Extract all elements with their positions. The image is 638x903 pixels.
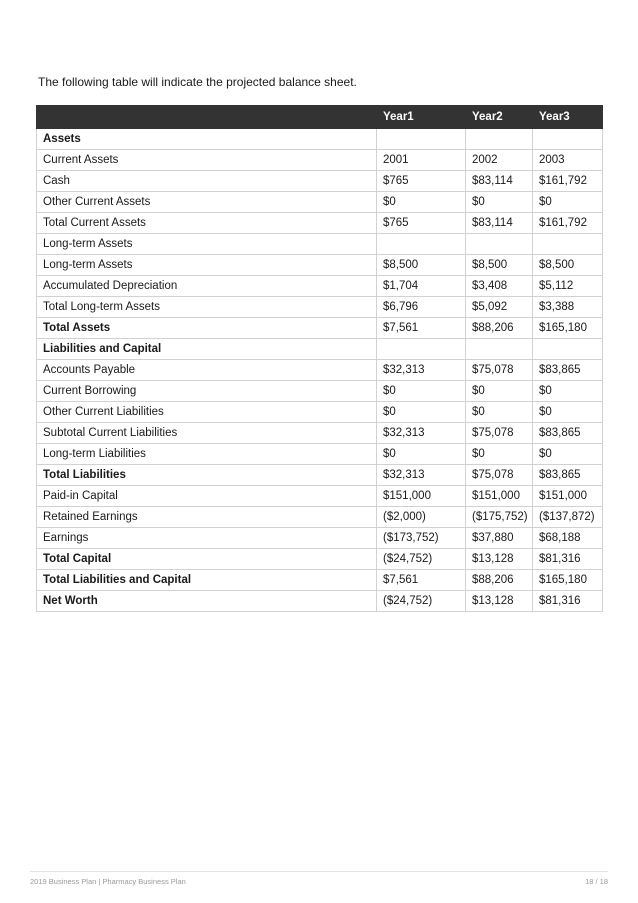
table-row bbox=[37, 360, 603, 381]
year2-cell: ($175,752) bbox=[466, 507, 533, 528]
header-year2: Year2 bbox=[466, 106, 533, 129]
year1-cell: $765 bbox=[377, 171, 466, 192]
year1-cell bbox=[377, 129, 466, 150]
year2-cell: 2002 bbox=[466, 150, 533, 171]
year1-cell: $6,796 bbox=[377, 297, 466, 318]
year1-cell: $151,000 bbox=[377, 486, 466, 507]
year3-cell: $0 bbox=[533, 402, 603, 423]
year3-cell: $161,792 bbox=[533, 171, 603, 192]
year3-cell: $0 bbox=[533, 444, 603, 465]
year3-cell: $165,180 bbox=[533, 318, 603, 339]
year2-cell bbox=[466, 129, 533, 150]
row-label: Total Assets bbox=[37, 318, 377, 339]
row-label: Total Liabilities bbox=[37, 465, 377, 486]
table-row bbox=[37, 570, 603, 591]
row-label: Earnings bbox=[37, 528, 377, 549]
year2-cell: $37,880 bbox=[466, 528, 533, 549]
year1-cell: ($173,752) bbox=[377, 528, 466, 549]
year1-cell: $0 bbox=[377, 381, 466, 402]
header-label bbox=[37, 106, 377, 129]
year1-cell: $32,313 bbox=[377, 360, 466, 381]
year3-cell: $165,180 bbox=[533, 570, 603, 591]
year3-cell: $0 bbox=[533, 381, 603, 402]
year2-cell: $13,128 bbox=[466, 591, 533, 612]
year2-cell: $88,206 bbox=[466, 570, 533, 591]
row-label: Long-term Assets bbox=[37, 234, 377, 255]
year3-cell: ($137,872) bbox=[533, 507, 603, 528]
year1-cell: ($24,752) bbox=[377, 591, 466, 612]
table-row bbox=[37, 381, 603, 402]
footer-document-title: 2019 Business Plan | Pharmacy Business Plan bbox=[30, 877, 186, 886]
year1-cell: $0 bbox=[377, 402, 466, 423]
table-header-row bbox=[37, 106, 603, 129]
year3-cell: $5,112 bbox=[533, 276, 603, 297]
table-row bbox=[37, 528, 603, 549]
page-footer bbox=[30, 871, 608, 886]
row-label: Net Worth bbox=[37, 591, 377, 612]
row-label: Total Capital bbox=[37, 549, 377, 570]
year1-cell: ($2,000) bbox=[377, 507, 466, 528]
row-label: Assets bbox=[37, 129, 377, 150]
year2-cell: $75,078 bbox=[466, 423, 533, 444]
row-label: Total Liabilities and Capital bbox=[37, 570, 377, 591]
year2-cell: $88,206 bbox=[466, 318, 533, 339]
year3-cell: $83,865 bbox=[533, 360, 603, 381]
year2-cell: $5,092 bbox=[466, 297, 533, 318]
year2-cell: $75,078 bbox=[466, 465, 533, 486]
year3-cell: $161,792 bbox=[533, 213, 603, 234]
row-label: Cash bbox=[37, 171, 377, 192]
year1-cell: $7,561 bbox=[377, 318, 466, 339]
table-row bbox=[37, 129, 603, 150]
year1-cell: $765 bbox=[377, 213, 466, 234]
row-label: Current Borrowing bbox=[37, 381, 377, 402]
year3-cell: $0 bbox=[533, 192, 603, 213]
year2-cell: $83,114 bbox=[466, 171, 533, 192]
year2-cell: $0 bbox=[466, 381, 533, 402]
year2-cell bbox=[466, 234, 533, 255]
year3-cell: $81,316 bbox=[533, 549, 603, 570]
row-label: Long-term Assets bbox=[37, 255, 377, 276]
year2-cell: $13,128 bbox=[466, 549, 533, 570]
year3-cell: $83,865 bbox=[533, 423, 603, 444]
year1-cell: $7,561 bbox=[377, 570, 466, 591]
table-body bbox=[37, 129, 603, 612]
year2-cell: $151,000 bbox=[466, 486, 533, 507]
table-row bbox=[37, 213, 603, 234]
year2-cell bbox=[466, 339, 533, 360]
row-label: Long-term Liabilities bbox=[37, 444, 377, 465]
table-row bbox=[37, 444, 603, 465]
table-row bbox=[37, 255, 603, 276]
table-row bbox=[37, 591, 603, 612]
year1-cell: $0 bbox=[377, 192, 466, 213]
table-row bbox=[37, 318, 603, 339]
table-row bbox=[37, 192, 603, 213]
table-row bbox=[37, 507, 603, 528]
year1-cell: $0 bbox=[377, 444, 466, 465]
row-label: Liabilities and Capital bbox=[37, 339, 377, 360]
row-label: Other Current Liabilities bbox=[37, 402, 377, 423]
table-row bbox=[37, 423, 603, 444]
table-row bbox=[37, 486, 603, 507]
table-row bbox=[37, 339, 603, 360]
table-row bbox=[37, 276, 603, 297]
table-row bbox=[37, 234, 603, 255]
year1-cell: $8,500 bbox=[377, 255, 466, 276]
year2-cell: $3,408 bbox=[466, 276, 533, 297]
table-row bbox=[37, 549, 603, 570]
header-year3: Year3 bbox=[533, 106, 603, 129]
year3-cell bbox=[533, 234, 603, 255]
year3-cell: 2003 bbox=[533, 150, 603, 171]
table-row bbox=[37, 297, 603, 318]
row-label: Paid-in Capital bbox=[37, 486, 377, 507]
year2-cell: $75,078 bbox=[466, 360, 533, 381]
intro-text: The following table will indicate the projected balance sheet. bbox=[38, 75, 357, 89]
year2-cell: $0 bbox=[466, 444, 533, 465]
row-label: Other Current Assets bbox=[37, 192, 377, 213]
row-label: Total Long-term Assets bbox=[37, 297, 377, 318]
year2-cell: $0 bbox=[466, 192, 533, 213]
balance-sheet-table bbox=[36, 105, 603, 612]
footer-page-number: 18 / 18 bbox=[585, 877, 608, 886]
header-year1: Year1 bbox=[377, 106, 466, 129]
row-label: Current Assets bbox=[37, 150, 377, 171]
year1-cell: $32,313 bbox=[377, 423, 466, 444]
year3-cell bbox=[533, 129, 603, 150]
year1-cell: $1,704 bbox=[377, 276, 466, 297]
row-label: Retained Earnings bbox=[37, 507, 377, 528]
year1-cell bbox=[377, 234, 466, 255]
year2-cell: $8,500 bbox=[466, 255, 533, 276]
year2-cell: $0 bbox=[466, 402, 533, 423]
row-label: Total Current Assets bbox=[37, 213, 377, 234]
year1-cell: $32,313 bbox=[377, 465, 466, 486]
year3-cell: $8,500 bbox=[533, 255, 603, 276]
year3-cell: $68,188 bbox=[533, 528, 603, 549]
row-label: Accounts Payable bbox=[37, 360, 377, 381]
table-row bbox=[37, 171, 603, 192]
year3-cell bbox=[533, 339, 603, 360]
year3-cell: $151,000 bbox=[533, 486, 603, 507]
table-row bbox=[37, 402, 603, 423]
year1-cell bbox=[377, 339, 466, 360]
table-row bbox=[37, 465, 603, 486]
year2-cell: $83,114 bbox=[466, 213, 533, 234]
row-label: Accumulated Depreciation bbox=[37, 276, 377, 297]
year1-cell: ($24,752) bbox=[377, 549, 466, 570]
table-row bbox=[37, 150, 603, 171]
year3-cell: $3,388 bbox=[533, 297, 603, 318]
row-label: Subtotal Current Liabilities bbox=[37, 423, 377, 444]
year3-cell: $83,865 bbox=[533, 465, 603, 486]
year1-cell: 2001 bbox=[377, 150, 466, 171]
year3-cell: $81,316 bbox=[533, 591, 603, 612]
